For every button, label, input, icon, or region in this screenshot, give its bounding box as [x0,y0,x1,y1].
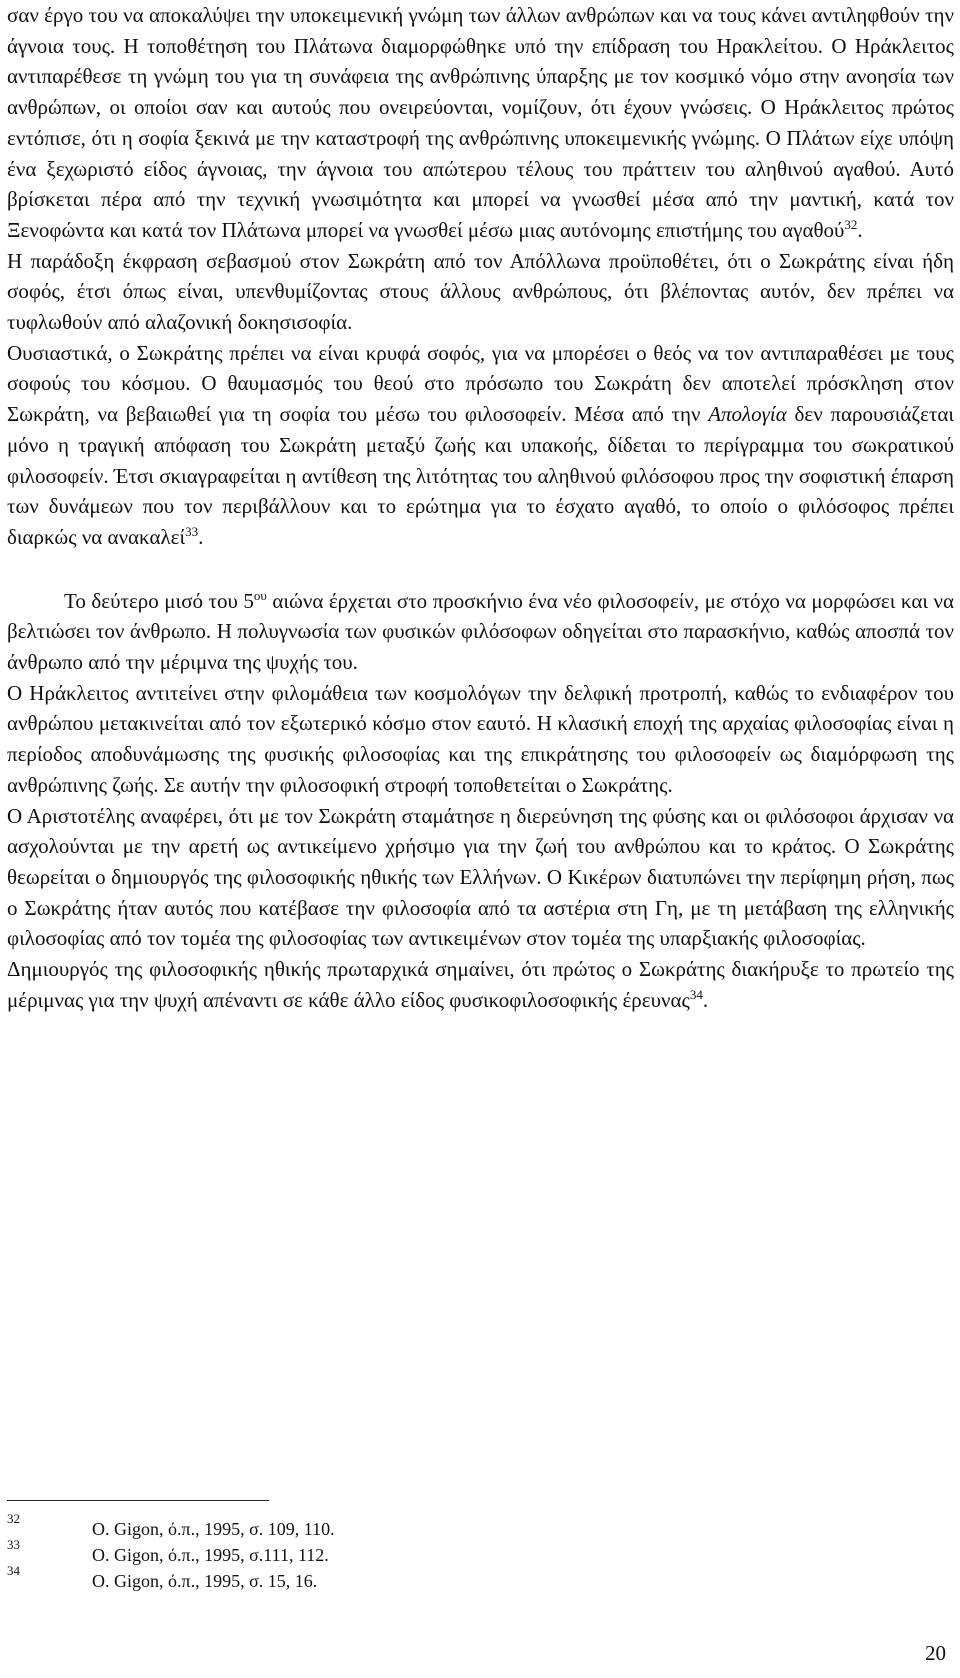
apology-title: Απολογία [708,402,787,427]
paragraph-spacer [7,553,954,586]
footnote-text: O. Gigon, ό.π., 1995, σ.111, 112. [92,1545,329,1565]
paragraph-plato-heraclitus: σαν έργο του να αποκαλύψει την υποκειμενική γνώμη των άλλων ανθρώπων και να τους κάνει αντιληφθούν την άγνοια τους. Η τοποθέτηση του Πλάτωνα διαμορφώθηκε υπό την επίδραση του Ηρακλείτου. Ο Ηράκλειτος αντιπαρέθεσε τη γνώμη του για τη συνάφεια της ανθρώπινης ύπαρξης με τον κοσμικό νόμο στην ανοησία των ανθρώπων, οι οποίοι σαν και αυτούς που ονειρεύονται, νομίζουν, ότι έχουν γνώσεις. Ο Ηράκλειτος πρώτος εντόπισε, ότι η σοφία ξεκινά με την καταστροφή της ανθρώπινης υποκειμενικής γνώμης. Ο Πλάτων είχε υπόψη ένα ξεχωριστό είδος άγνοιας, την άγνοια του απώτερου τέλους του πράττειν του αληθινού αγαθού. Αυτό βρίσκεται πέρα από την τεχνική γνωσιμότητα και μπορεί να γνωσθεί μέσα από την μαντική, κατά τον Ξενοφώντα και κατά τον Πλάτωνα μπορεί να γνωσθεί μέσω μιας αυτόνομης επιστήμης του αγαθού$^{32}$. [7,3,954,242]
paragraph-aristotle-cicero: Ο Αριστοτέλης αναφέρει, ότι με τον Σωκράτη σταμάτησε η διερεύνηση της φύσης και οι φιλόσοφοι άρχισαν να ασχολούνται με την αρετή ως αντικείμενο χρήσιμο για την ζωή του ανθρώπου και το κράτος. Ο Σωκράτης θεωρείται ο δημιουργός της φιλοσοφικής ηθικής των Ελλήνων. Ο Κικέρων διατυπώνει την περίφημη ρήση, πως ο Σωκράτης ήταν αυτός που κατέβασε την φιλοσοφία από τα αστέρια στη Γη, με τη μετάβαση της ελληνικής φιλοσοφίας από τον τομέα της φιλοσοφίας των αντικειμένων στον τομέα της υπαρξιακής φιλοσοφίας. [7,803,954,951]
paragraph-fifth-century: Το δεύτερο μισό του $5^{o\upsilon}$ αιώνα έρχεται στο προσκήνιο ένα νέο φιλοσοφείν, με στόχο να μορφώσει και να βελτιώσει τον άνθρωπο. Η πολυγνωσία των φυσικών φιλόσοφων οδηγείται στο παρασκήνιο, καθώς αποσπά τον άνθρωπο από την μέριμνα της ψυχής του. [7,587,954,675]
footnotes [7,1511,707,1594]
footnote-number: 34 [7,1563,20,1578]
footnote-number: 33 [7,1537,20,1552]
page-number: 20 [925,1641,946,1665]
paragraph-hidden-wisdom: Ουσιαστικά, ο Σωκράτης πρέπει να είναι κρυφά σοφός, για να μπορέσει ο θεός να τον αντιπαραθέσει με τους σοφούς του κόσμου. Ο θαυμασμός του θεού στο πρόσωπο του Σωκράτη δεν αποτελεί πρόσκληση στον Σωκράτη, να βεβαιωθεί για τη σοφία του μέσω του φιλοσοφείν. Μέσα από την Απολογία δεν παρουσιάζεται μόνο η τραγική απόφαση του Σωκράτη μεταξύ ζωής και υπακοής, δίδεται το περίγραμμα του σωκρατικού φιλοσοφείν. Έτσι σκιαγραφείται η αντίθεση της λιτότητας του αληθινού φιλόσοφου προς την σοφιστική έπαρση των δυνάμεων που τον περιβάλλουν και το ερώτημα για το έσχατο αγαθό, το οποίο ο φιλόσοφος πρέπει διαρκώς να ανακαλεί$^{33}$. [7,340,954,549]
footnote-number: 32 [7,1511,20,1526]
footnote-ref-32[interactable]: 32 [844,216,858,232]
footnote-ref-34[interactable]: 34 [689,986,703,1002]
footnote-text: O. Gigon, ό.π., 1995, σ. 109, 110. [92,1519,335,1539]
paragraph-ethics-founder: Δημιουργός της φιλοσοφικής ηθικής πρωταρχικά σημαίνει, ότι πρώτος ο Σωκράτης διακήρυξε το πρωτείο της μέριμνας για την ψυχή απέναντι σε κάθε άλλο είδος φυσικοφιλοσοφικής έρευνας$^{34}$. [7,957,954,1012]
footnote-ref-33[interactable]: 33 [185,523,199,539]
body-text [7,0,954,1016]
paragraph-apollo-paradox: Η παράδοξη έκφραση σεβασμού στον Σωκράτη από τον Απόλλωνα προϋποθέτει, ότι ο Σωκράτης είναι ήδη σοφός, έτσι όπως είναι, υπενθυμίζοντας στους άλλους ανθρώπους, ότι βλέποντας αυτόν, δεν πρέπει να τυφλωθούν από αλαζονική δοκησισοφία. [7,248,954,335]
footnote-32 [7,1511,707,1542]
footnote-separator [7,1500,269,1501]
footnote-text: O. Gigon, ό.π., 1995, σ. 15, 16. [92,1571,318,1591]
paragraph-heraclitus-delphic: Ο Ηράκλειτος αντιτείνει στην φιλομάθεια των κοσμολόγων την δελφική προτροπή, καθώς το ενδιαφέρον του ανθρώπου μετακινείται από τον εξωτερικό κόσμο στον εαυτό. Η κλασική εποχή της αρχαίας φιλοσοφίας είναι η περίοδος αποδυνάμωσης της φυσικής φιλοσοφίας και της επικράτησης του φιλοσοφείν ως διαμόρφωση της ανθρώπινης ζωής. Σε αυτήν την φιλοσοφική στροφή τοποθετείται ο Σωκράτης. [7,680,954,797]
ordinal-superscript: ου [253,587,267,603]
footnote-34 [7,1563,707,1594]
footnote-33 [7,1537,707,1568]
